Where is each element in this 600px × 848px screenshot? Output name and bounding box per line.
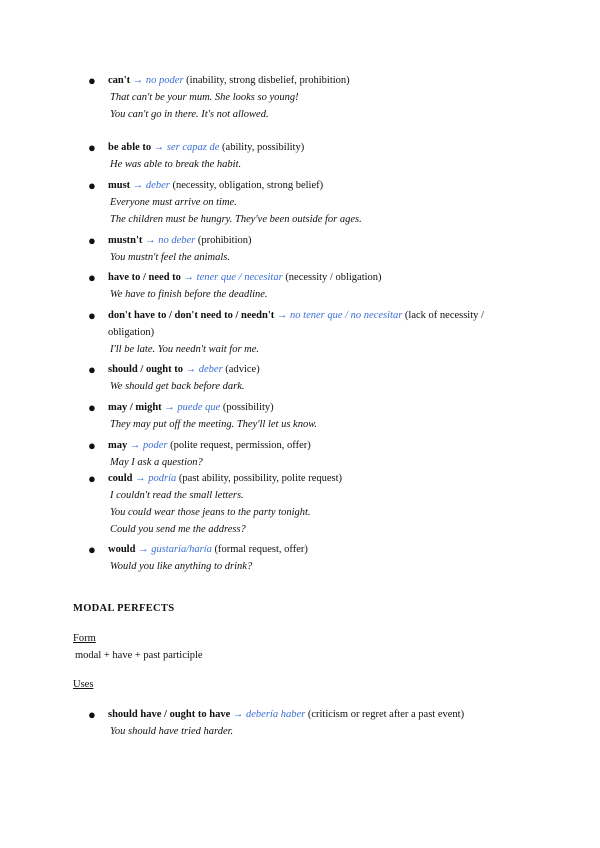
bullet: ●: [88, 178, 96, 193]
modal-verb: should / ought to: [108, 364, 183, 375]
translation: puede que: [177, 402, 221, 413]
bullet: ●: [88, 438, 96, 453]
meaning: (lack of necessity / obligation): [108, 310, 484, 338]
modal-verb: could: [108, 473, 133, 484]
translation: deber: [145, 180, 170, 191]
item-heading: [108, 177, 518, 194]
meaning: (ability, possibility): [222, 142, 305, 153]
modal-verb: may / might: [108, 402, 162, 413]
meaning: (possibility): [222, 402, 274, 413]
example-sentence: Would you like anything to drink?: [110, 561, 253, 572]
translation: tener que / necesitar: [196, 272, 283, 283]
meaning: (inability, strong disbelief, prohibition): [186, 75, 350, 86]
meaning: (criticism or regret after a past event): [307, 709, 465, 720]
arrow: →: [153, 142, 165, 153]
modal-verb: should have / ought to have: [108, 709, 231, 720]
translation: poder: [143, 440, 168, 451]
item-heading: [108, 437, 518, 454]
modal-verb: may: [108, 440, 128, 451]
modal-verb: must: [108, 180, 131, 191]
arrow: →: [232, 709, 244, 720]
form-text: modal + have + past participle: [75, 650, 203, 661]
example-sentence: That can't be your mum. She looks so young!: [110, 92, 299, 103]
arrow: →: [164, 402, 175, 413]
meaning: (polite request, permission, offer): [170, 440, 311, 451]
example-sentence: I'll be late. You needn't wait for me.: [110, 344, 260, 355]
meaning: (formal request, offer): [214, 544, 308, 555]
bullet: ●: [88, 308, 96, 323]
arrow: →: [129, 440, 141, 451]
item-heading: [108, 399, 518, 416]
bullet: ●: [88, 73, 96, 88]
bullet: ●: [88, 471, 96, 486]
translation: no tener que / no necesitar: [290, 310, 403, 321]
arrow: →: [145, 235, 156, 246]
item-heading: [108, 139, 518, 156]
bullet: ●: [88, 140, 96, 155]
form-label: Form: [73, 633, 96, 644]
example-sentence: We have to finish before the deadline.: [110, 289, 268, 300]
example-sentence: I couldn't read the small letters.: [110, 490, 244, 501]
bullet: ●: [88, 400, 96, 415]
bullet: ●: [88, 270, 96, 285]
example-sentence: The children must be hungry. They've been outside for ages.: [110, 214, 362, 225]
arrow: →: [135, 473, 146, 484]
example-sentence: They may put off the meeting. They'll let us know.: [110, 419, 318, 430]
modal-verb: don't have to / don't need to / needn't: [108, 310, 275, 321]
meaning: (past ability, possibility, polite request): [178, 473, 343, 484]
modal-verb: be able to: [108, 142, 152, 153]
translation: deber: [198, 364, 223, 375]
example-sentence: You mustn't feel the animals.: [110, 252, 230, 263]
modal-verb: can't: [108, 75, 131, 86]
example-sentence: Everyone must arrive on time.: [110, 197, 237, 208]
item-heading: [108, 269, 518, 286]
section-title: MODAL PERFECTS: [73, 603, 175, 614]
example-sentence: You should have tried harder.: [110, 726, 234, 737]
item-heading: [108, 470, 518, 487]
example-sentence: Could you send me the address?: [110, 524, 246, 535]
meaning: (advice): [225, 364, 260, 375]
modal-verb: have to / need to: [108, 272, 181, 283]
translation: gustaría/haría: [151, 544, 212, 555]
meaning: (prohibition): [197, 235, 252, 246]
example-sentence: You could wear those jeans to the party tonight.: [110, 507, 311, 518]
arrow: →: [276, 310, 288, 321]
example-sentence: He was able to break the habit.: [110, 159, 242, 170]
arrow: →: [132, 180, 144, 191]
item-heading: [108, 232, 518, 249]
translation: no poder: [145, 75, 184, 86]
item-heading: [108, 307, 518, 341]
arrow: →: [132, 75, 144, 86]
meaning: (necessity, obligation, strong belief): [172, 180, 324, 191]
translation: ser capaz de: [166, 142, 220, 153]
translation: podría: [148, 473, 177, 484]
bullet: ●: [88, 707, 96, 722]
item-heading: [108, 706, 518, 723]
uses-label: Uses: [73, 679, 94, 690]
modal-verb: mustn't: [108, 235, 143, 246]
meaning: (necessity / obligation): [285, 272, 382, 283]
bullet: ●: [88, 233, 96, 248]
item-heading: [108, 361, 518, 378]
item-heading: [108, 541, 518, 558]
translation: debería haber: [246, 709, 306, 720]
example-sentence: We should get back before dark.: [110, 381, 245, 392]
modal-verb: would: [108, 544, 136, 555]
example-sentence: You can't go in there. It's not allowed.: [110, 109, 269, 120]
item-heading: [108, 72, 518, 89]
bullet: ●: [88, 542, 96, 557]
arrow: →: [138, 544, 149, 555]
example-sentence: May I ask a question?: [110, 457, 203, 468]
arrow: →: [183, 272, 195, 283]
translation: no deber: [158, 235, 196, 246]
bullet: ●: [88, 362, 96, 377]
arrow: →: [185, 364, 197, 375]
